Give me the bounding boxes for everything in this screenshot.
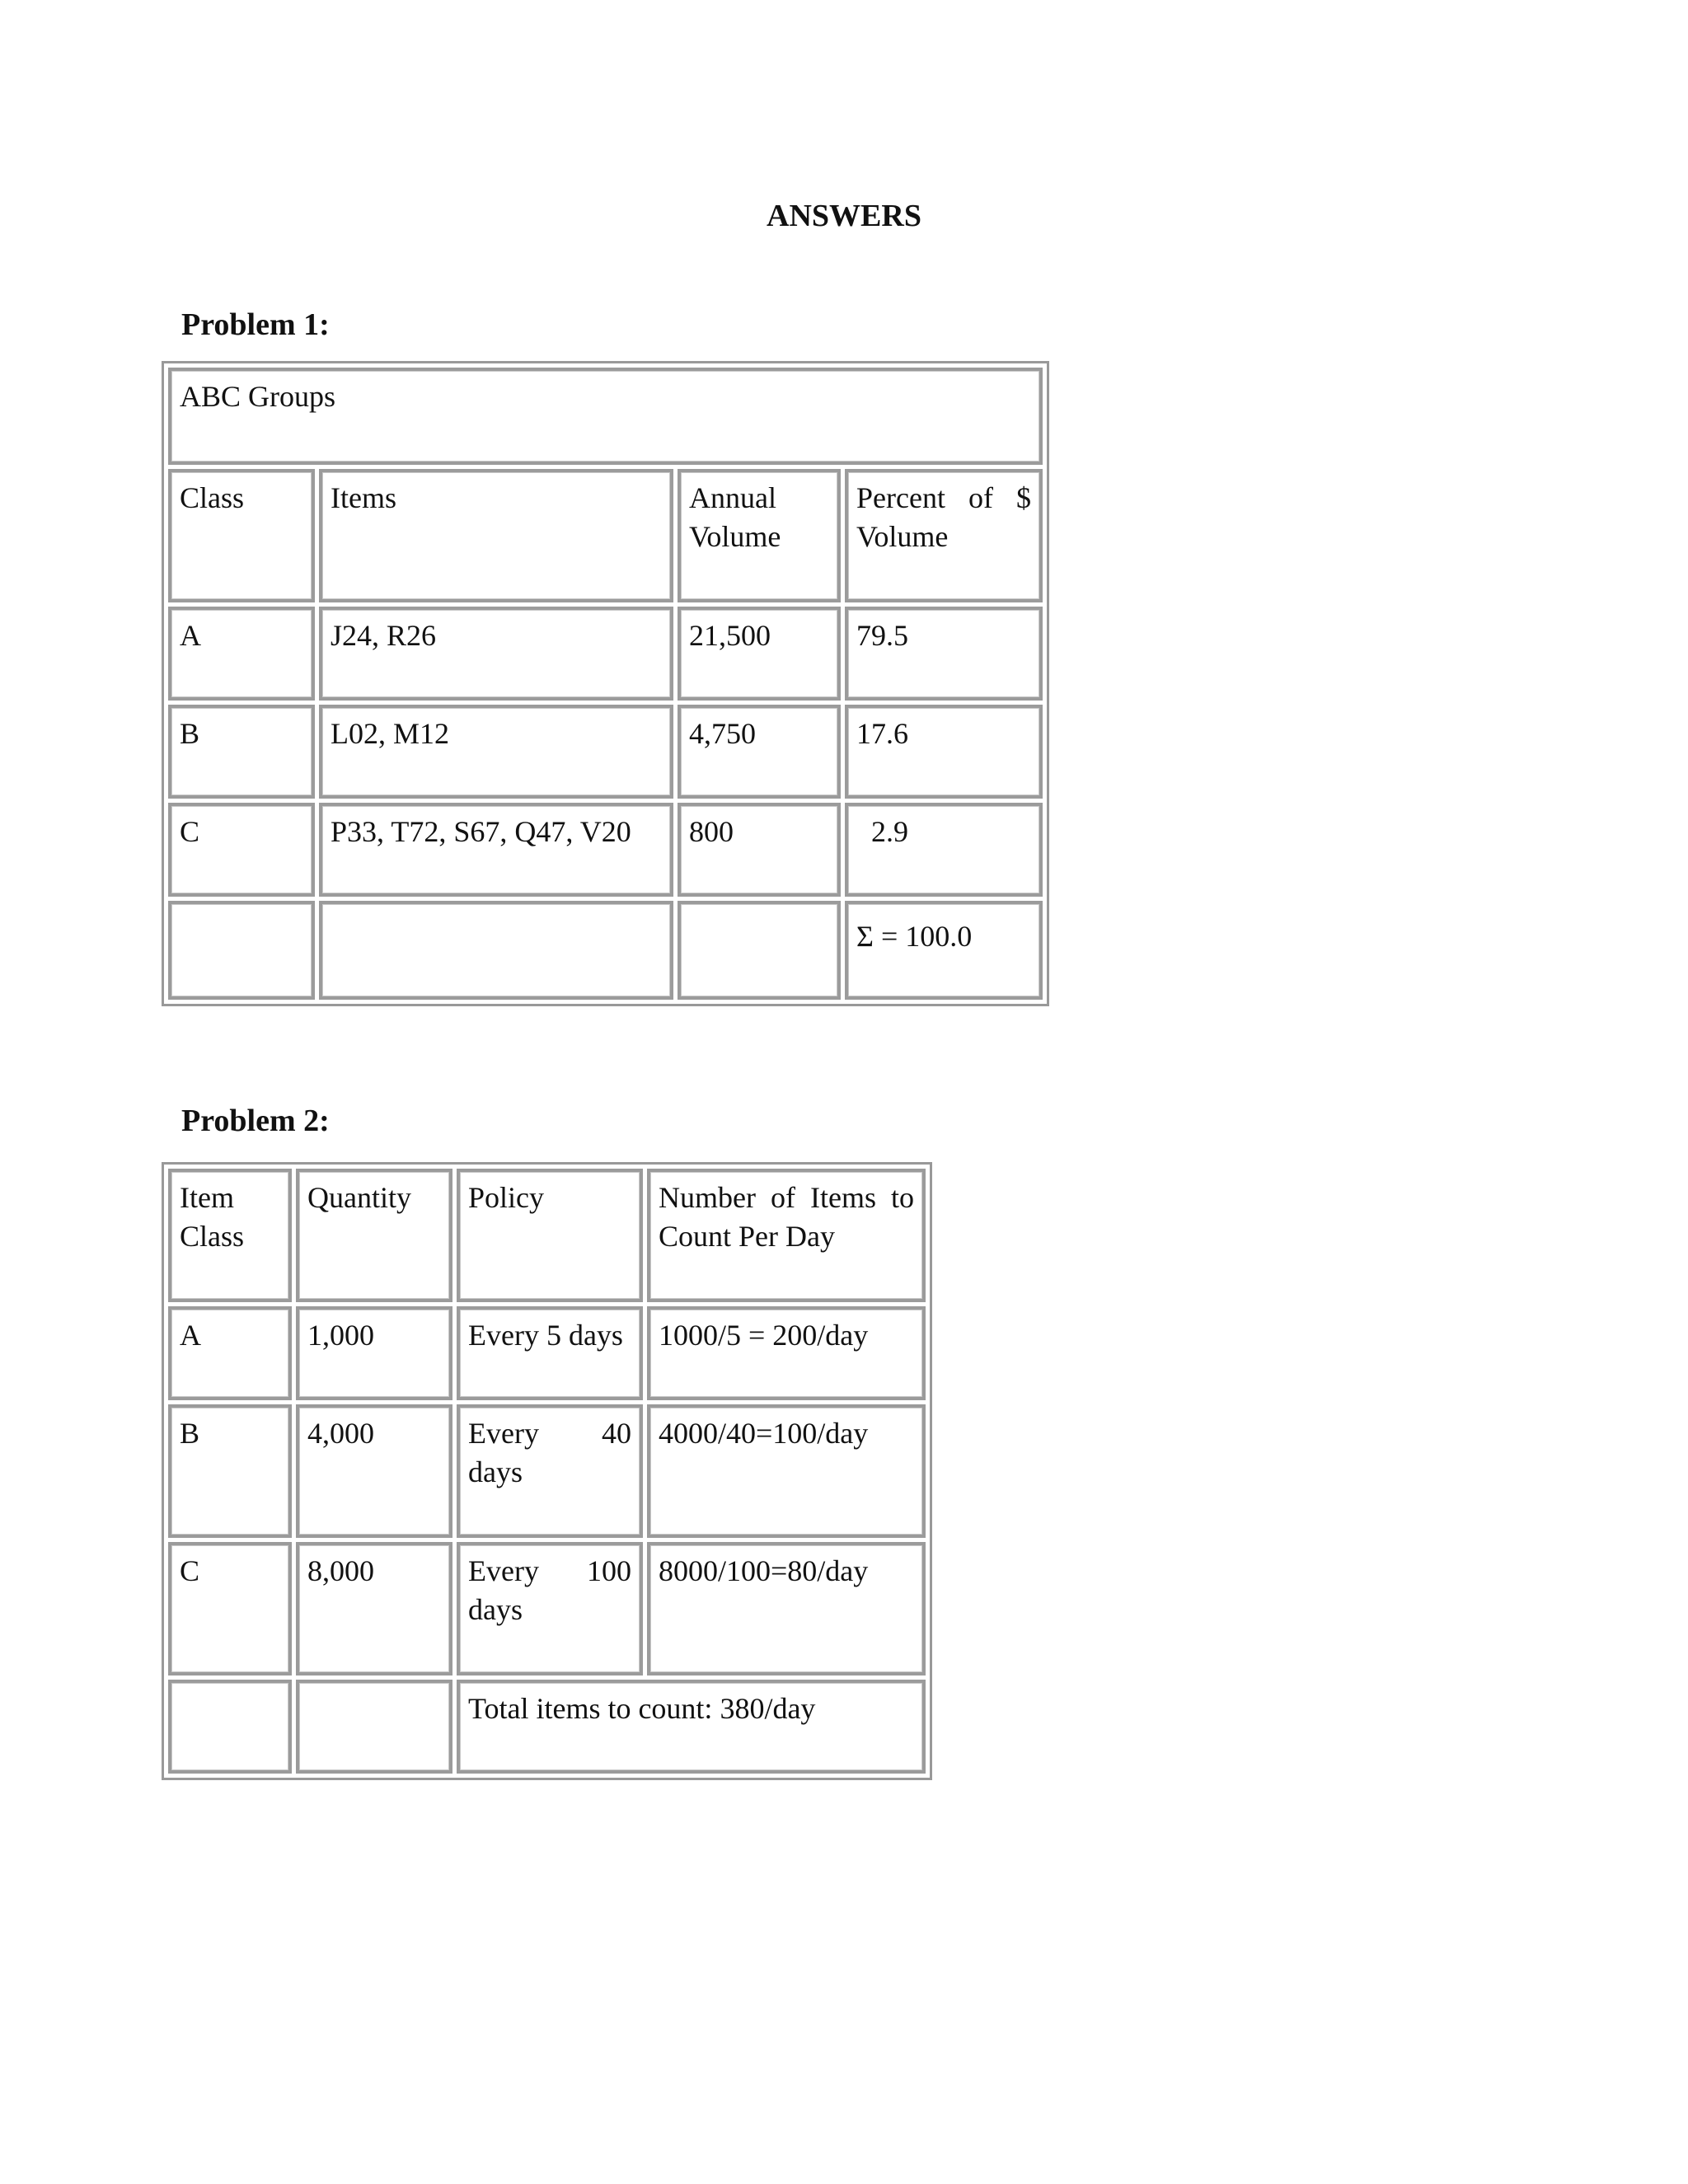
empty-cell — [168, 901, 315, 1000]
column-header-policy: Policy — [457, 1169, 643, 1302]
cell-percent: 79.5 — [845, 607, 1043, 701]
table-caption-row — [168, 368, 1043, 465]
column-header-item-class: Item Class — [168, 1169, 292, 1302]
table-row — [168, 1404, 926, 1538]
cell-policy: Every 5 days — [457, 1306, 643, 1400]
cell-percent: 2.9 — [845, 803, 1043, 897]
empty-cell — [678, 901, 841, 1000]
table-total-row — [168, 1680, 926, 1774]
table-row — [168, 803, 1043, 897]
cell-policy: Every 40 days — [457, 1404, 643, 1538]
empty-cell — [168, 1680, 292, 1774]
cell-item-class: C — [168, 1542, 292, 1675]
cell-item-class: A — [168, 1306, 292, 1400]
page-title: ANSWERS — [767, 199, 921, 233]
cell-annual-volume: 21,500 — [678, 607, 841, 701]
cell-items: L02, M12 — [319, 705, 673, 799]
cell-policy: Every 100 days — [457, 1542, 643, 1675]
column-header-class: Class — [168, 469, 315, 602]
cycle-count-table — [162, 1162, 932, 1780]
cell-item-class: B — [168, 1404, 292, 1538]
abc-groups-table — [162, 361, 1049, 1006]
cell-quantity: 4,000 — [296, 1404, 452, 1538]
table-row — [168, 607, 1043, 701]
problem-1-heading: Problem 1: — [181, 307, 330, 342]
table-row — [168, 1306, 926, 1400]
cell-items: J24, R26 — [319, 607, 673, 701]
total-items-to-count: Total items to count: 380/day — [457, 1680, 926, 1774]
cell-class: C — [168, 803, 315, 897]
cell-quantity: 1,000 — [296, 1306, 452, 1400]
cell-count-per-day: 1000/5 = 200/day — [647, 1306, 926, 1400]
column-header-quantity: Quantity — [296, 1169, 452, 1302]
cell-count-per-day: 4000/40=100/day — [647, 1404, 926, 1538]
cell-class: A — [168, 607, 315, 701]
table-row — [168, 705, 1043, 799]
cell-count-per-day: 8000/100=80/day — [647, 1542, 926, 1675]
table-total-row — [168, 901, 1043, 1000]
cell-items: P33, T72, S67, Q47, V20 — [319, 803, 673, 897]
cell-annual-volume: 800 — [678, 803, 841, 897]
column-header-percent-volume: Percent of $ Volume — [845, 469, 1043, 602]
cell-percent: 17.6 — [845, 705, 1043, 799]
cell-class: B — [168, 705, 315, 799]
column-header-count-per-day: Number of Items to Count Per Day — [647, 1169, 926, 1302]
table-header-row — [168, 469, 1043, 602]
empty-cell — [296, 1680, 452, 1774]
problem-2-heading: Problem 2: — [181, 1104, 330, 1138]
empty-cell — [319, 901, 673, 1000]
cell-quantity: 8,000 — [296, 1542, 452, 1675]
cell-annual-volume: 4,750 — [678, 705, 841, 799]
table-caption: ABC Groups — [168, 368, 1043, 465]
table-header-row — [168, 1169, 926, 1302]
total-percent: Σ = 100.0 — [845, 901, 1043, 1000]
column-header-items: Items — [319, 469, 673, 602]
column-header-annual-volume: Annual Volume — [678, 469, 841, 602]
table-row — [168, 1542, 926, 1675]
